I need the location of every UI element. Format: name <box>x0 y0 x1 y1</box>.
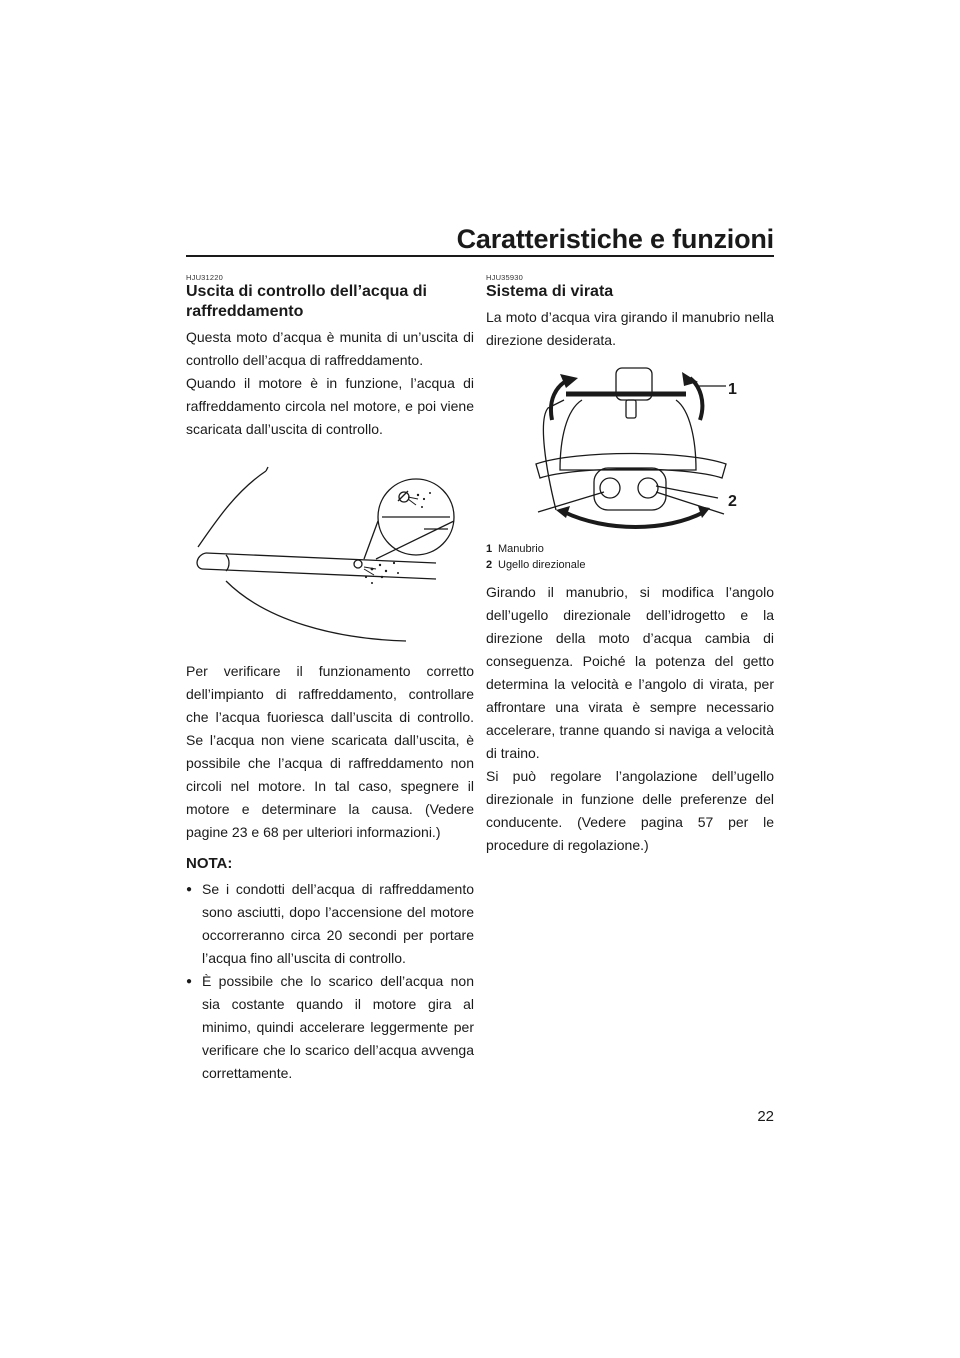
note-heading: NOTA: <box>186 855 233 872</box>
watercraft-side-illustration <box>186 451 474 643</box>
bullet-icon: ● <box>186 976 193 987</box>
steering-system-illustration <box>486 360 774 537</box>
note-bullet-item <box>186 970 474 1085</box>
legend-label: Ugello direzionale <box>498 559 586 571</box>
section-title-cooling: Uscita di controllo dell’acqua di raffreddamento <box>186 283 427 320</box>
section-code: HJU31220 <box>186 273 224 282</box>
legend-number: 1 <box>486 543 493 555</box>
paragraph: Si può regolare l’angolazione dell’ugello direzionale in funzione delle preferenze del conducente. (Vedere pagina 57 per le procedure di regolazione.) <box>486 768 774 853</box>
header-rule <box>186 255 774 257</box>
figure-legend <box>486 541 774 573</box>
note-text: È possibile che lo scarico dell’acqua non sia costante quando il motore gira al minimo, quindi accelerare leggermente per verificare che lo scarico dell’acqua avvenga correttamente. <box>202 973 474 1081</box>
steering-rear-view-illustration <box>486 360 774 532</box>
page-number: 22 <box>757 1108 774 1125</box>
note-bullet-item <box>186 878 474 970</box>
cooling-outlet-illustration <box>186 451 474 648</box>
note-text: Se i condotti dell’acqua di raffreddamento sono asciutti, dopo l’accensione del motore occorreranno circa 20 secondi per portare l’acqua fino all’uscita di controllo. <box>202 881 474 966</box>
legend-item <box>486 557 774 573</box>
bullet-icon: ● <box>186 884 193 895</box>
page-title: Caratteristiche e funzioni <box>456 224 774 254</box>
callout-label: 1 <box>728 381 737 398</box>
right-column <box>486 273 774 857</box>
section-title-steering: Sistema di virata <box>486 283 614 300</box>
legend-item <box>486 541 774 557</box>
callout-label: 2 <box>728 493 737 510</box>
legend-label: Manubrio <box>498 543 544 555</box>
section-code: HJU35930 <box>486 273 524 282</box>
paragraph: La moto d’acqua vira girando il manubrio nella direzione desiderata. <box>486 309 774 348</box>
paragraph: Per verificare il funzionamento corretto dell’impianto di raffreddamento, controllare che l’acqua fuoriesca dall’uscita di controllo. Se l’acqua non viene scaricata dall’uscita, è possibile che l’acqua di raffreddamento non circoli nel motore. In tal caso, spegnere il motore e determinare la causa. (Vedere pagine 23 e 68 per ulteriori informazioni.) <box>186 663 474 840</box>
paragraph: Quando il motore è in funzione, l’acqua di raffreddamento circola nel motore, e poi viene scaricata dall’uscita di controllo. <box>186 375 474 437</box>
legend-number: 2 <box>486 559 493 571</box>
paragraph: Girando il manubrio, si modifica l’angolo dell’ugello direzionale dell’idrogetto e la direzione della moto d’acqua cambia di conseguenza. Poiché la potenza del getto determina la velocità e l’angolo di virata, per affrontare una virata è sempre necessario accelerare, tranne quando si naviga a velocità di traino. <box>486 584 774 761</box>
left-column <box>186 273 474 1085</box>
paragraph: Questa moto d’acqua è munita di un’uscita di controllo dell’acqua di raffreddamento. <box>186 329 474 368</box>
